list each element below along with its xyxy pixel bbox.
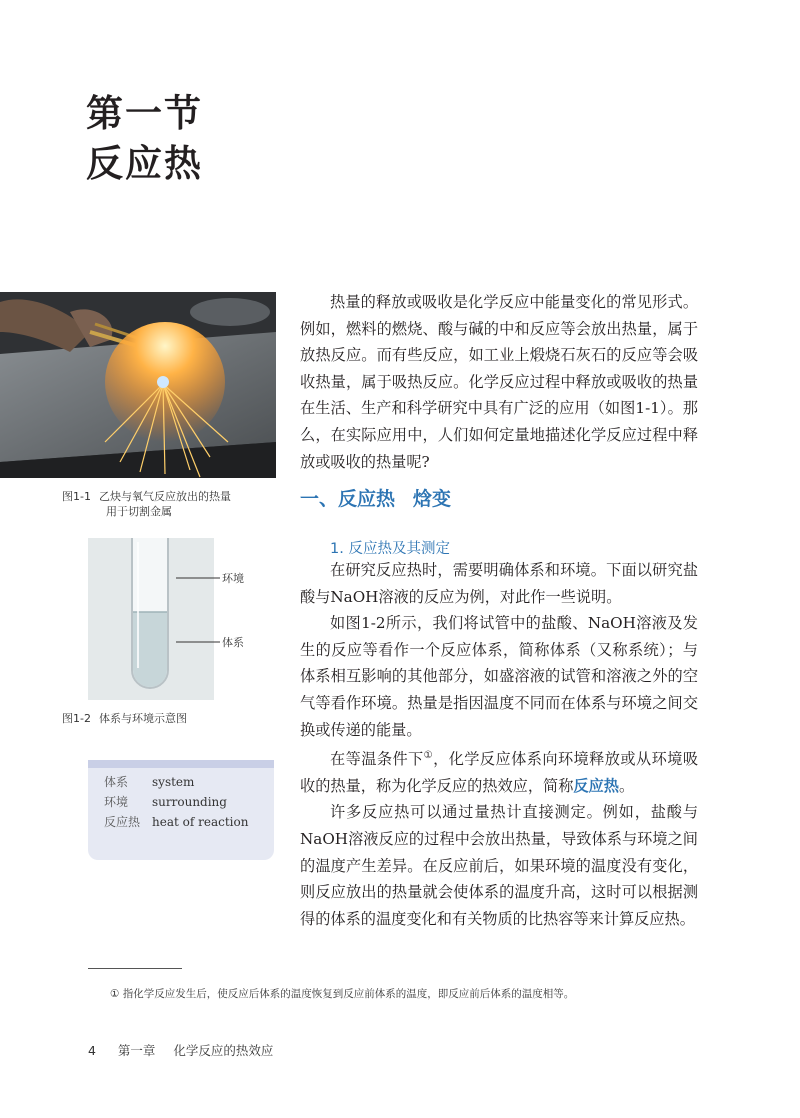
page-footer [88,1041,273,1059]
section-heading [300,484,451,511]
figure-number: 图1-1 [62,490,91,503]
paragraph [300,743,698,799]
figure-number: 图1-2 [62,712,91,725]
page-number: 4 [88,1043,96,1058]
caption-line: 乙炔与氧气反应放出的热量 [98,490,231,503]
caption-line: 用于切割金属 [106,505,172,518]
chapter-number: 第一章 [117,1043,156,1058]
chapter-title: 化学反应的热效应 [173,1043,274,1058]
footnote-mark[interactable]: ① [423,750,434,762]
figure-1-2-leader-lines [176,574,226,646]
caption-text: 体系与环境示意图 [98,712,187,725]
vocab-en: heat of reaction [152,815,249,829]
paragraph: 在研究反应热时，需要明确体系和环境。下面以研究盐酸与NaOH溶液的反应为例，对此作一些说明。 [300,561,698,606]
heading-part: 焓变 [413,488,452,510]
vocab-zh: 体系 [104,775,129,789]
text-run: 。 [618,776,635,795]
vocab-row [104,812,274,832]
heading-part: 一、反应热 [300,488,396,510]
section-title: 反应热 [86,142,203,185]
figure-1-1-caption [62,489,231,519]
vocab-en: surrounding [152,795,227,809]
figure-1-1-photo [0,292,276,478]
vocab-zh: 环境 [104,795,129,809]
vocabulary-box [88,760,274,860]
label-environment: 环境 [222,572,244,585]
body-text [300,557,698,932]
vocab-en: system [152,775,195,789]
intro-paragraph: 热量的释放或吸收是化学反应中能量变化的常见形式。例如，燃料的燃烧、酸与碱的中和反应等会放出热量，属于放热反应。而有些反应，如工业上煅烧石灰石的反应等会吸收热量，属于吸热反应。化学反应过程中释放或吸收的热量在生活、生产和科学研究中具有广泛的应用（如图1-1）。那么，在实际应用中，人们如何定量地描述化学反应过程中释放或吸收的热量呢? [300,293,698,471]
keyword: 反应热 [573,776,619,795]
footnote-text: 指化学反应发生后，使反应后体系的温度恢复到反应前体系的温度，即反应前后体系的温度相等。 [122,988,575,1000]
paragraph: 如图1-2所示，我们将试管中的盐酸、NaOH溶液及发生的反应等看作一个反应体系，简称体系（又称系统）；与体系相互影响的其他部分，如盛溶液的试管和溶液之外的空气等看作环境。热量是指因温度不同而在体系与环境之间交换或传递的能量。 [300,614,698,739]
footnote-rule [88,968,182,969]
label-system: 体系 [222,636,244,649]
paragraph: 许多反应热可以通过量热计直接测定。例如，盐酸与NaOH溶液反应的过程中会放出热量，导致体系与环境之间的温度产生差异。在反应前后，如果环境的温度没有变化，则反应放出的热量就会使体系的温度升高，这时可以根据测得的体系的温度变化和有关物质的比热容等来计算反应热。 [300,803,698,928]
vocab-row [104,792,274,812]
figure-1-2-caption [62,711,187,726]
footnote-mark: ① [110,988,120,1000]
subsection-heading: 1. 反应热及其测定 [330,541,450,557]
vocab-row [104,772,274,792]
footnote [110,986,574,1001]
vocab-zh: 反应热 [104,815,141,829]
section-number: 第一节 [86,92,203,135]
text-run: 在等温条件下 [330,750,424,769]
text-run: ，化学反应体系向环境释放或从环境吸收的热量，称为化学反应的热效应，简称 [300,750,699,795]
